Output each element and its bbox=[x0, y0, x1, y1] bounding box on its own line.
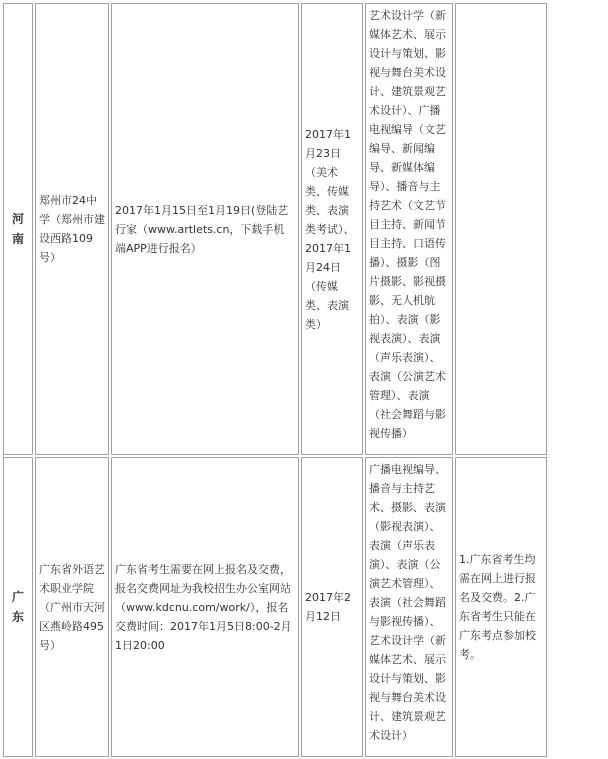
venue-cell: 郑州市24中学（郑州市建设西路109号） bbox=[35, 3, 109, 455]
majors-cell: 艺术设计学（新媒体艺术、展示设计与策划、影视与舞台美术设计、建筑景观艺术设计）、广播电视编导（文艺编导、新闻编导、新媒体编导）、播音与主持艺术（文艺节目主持、新闻节目主持、口语传播）、摄影（图片摄影、影视摄影、无人机航拍）、表演（影视表演）、表演（声乐表演）、表演（公演艺术管理）、表演（社会舞蹈与影视传播） bbox=[365, 3, 453, 455]
exam-date-cell: 2017年2月12日 bbox=[301, 457, 363, 757]
notes-cell: 1.广东省考生均需在网上进行报名及交费。2.广东省考生只能在广东考点参加校考。 bbox=[455, 457, 547, 757]
province-cell: 广 东 bbox=[3, 457, 33, 757]
table-row bbox=[3, 3, 547, 455]
table-row bbox=[3, 457, 547, 757]
registration-cell: 广东省考生需要在网上报名及交费，报名交费网址为我校招生办公室网站（www.kdcnu.com/work/），报名交费时间：2017年1月5日8:00-2月1日20:00 bbox=[111, 457, 299, 757]
majors-cell: 广播电视编导、播音与主持艺术、摄影、表演（影视表演）、表演（声乐表演）、表演（公演艺术管理）、表演（社会舞蹈与影视传播）、艺术设计学（新媒体艺术、展示设计与策划、影视与舞台美术设计、建筑景观艺术设计） bbox=[365, 457, 453, 757]
province-cell: 河 南 bbox=[3, 3, 33, 455]
venue-cell: 广东省外语艺术职业学院（广州市天河区燕岭路495号） bbox=[35, 457, 109, 757]
notes-cell bbox=[455, 3, 547, 455]
exam-venue-table bbox=[1, 1, 549, 759]
registration-cell: 2017年1月15日至1月19日(登陆艺行家（www.artlets.cn，下载手机端APP进行报名） bbox=[111, 3, 299, 455]
exam-date-cell: 2017年1月23日（美术类、传媒类、表演类考试）、2017年1月24日（传媒类、表演类） bbox=[301, 3, 363, 455]
